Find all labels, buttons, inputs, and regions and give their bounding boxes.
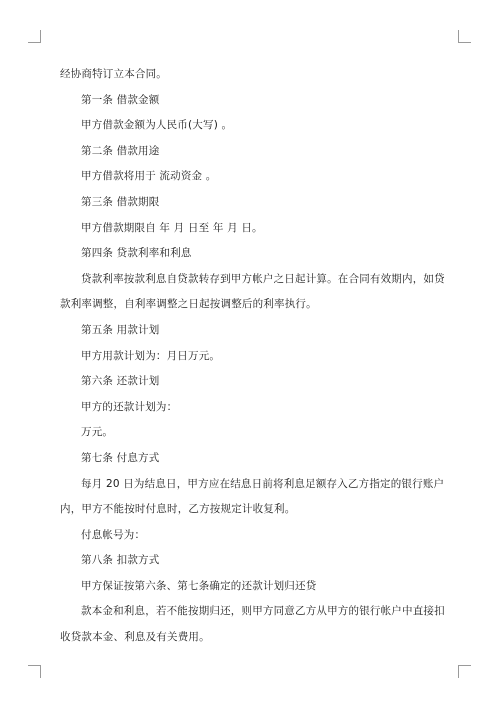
crop-mark-bottom-right (458, 665, 471, 678)
article-5-body: 甲方用款计划为：月日万元。 (81, 349, 221, 362)
article-3-body: 甲方借款期限自 年 月 日至 年 月 日。 (81, 221, 263, 234)
article-1-body: 甲方借款金额为人民币(大写) 。 (81, 119, 233, 132)
article-4-heading: 第四条 贷款利率和利息 (81, 247, 192, 260)
article-8-heading: 第八条 扣款方式 (81, 554, 160, 567)
article-8-body-line-2: 款本金和利息，若不能按期归还，则甲方同意乙方从甲方的银行帐户中直接扣收贷款本金、利息及有关费用。 (60, 605, 445, 644)
article-6-amount: 万元。 (81, 426, 114, 439)
article-2-body: 甲方借款将用于 流动资金 。 (81, 170, 217, 183)
article-7-heading: 第七条 付息方式 (81, 451, 160, 464)
crop-mark-top-right (458, 30, 471, 43)
article-6-heading: 第六条 还款计划 (81, 375, 160, 388)
article-5-heading: 第五条 用款计划 (81, 323, 160, 336)
document-body (60, 62, 445, 651)
article-7-body: 每月 20 日为结息日，甲方应在结息日前将利息足额存入乙方指定的银行账户内，甲方不能按时付息时，乙方按规定计收复利。 (60, 477, 445, 516)
crop-mark-top-left (28, 30, 41, 43)
article-4-body: 贷款利率按款利息自贷款转存到甲方帐户之日起计算。在合同有效期内，如贷款利率调整，自利率调整之日起按调整后的利率执行。 (60, 272, 445, 311)
article-6-body: 甲方的还款计划为： (81, 400, 178, 413)
article-2-heading: 第二条 借款用途 (81, 144, 160, 157)
article-7-account: 付息帐号为： (81, 528, 146, 541)
article-1-heading: 第一条 借款金额 (81, 93, 160, 106)
article-8-body-line-1: 甲方保证按第六条、第七条确定的还款计划归还贷 (81, 579, 317, 592)
crop-mark-bottom-left (28, 665, 41, 678)
article-3-heading: 第三条 借款期限 (81, 195, 160, 208)
paragraph-intro: 经协商特订立本合同。 (60, 68, 167, 80)
